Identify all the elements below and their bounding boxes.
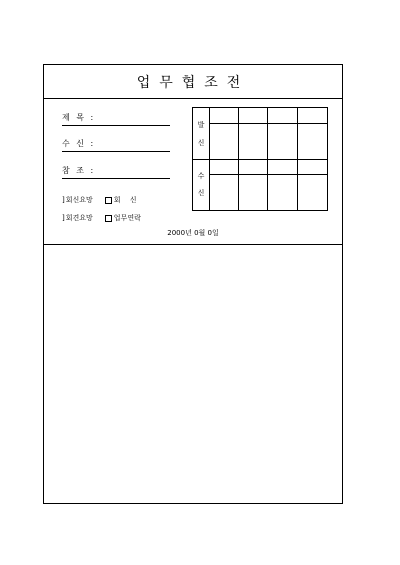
body-area[interactable] (44, 245, 342, 503)
date-line: 2000년 0월 0일 (167, 229, 219, 237)
approval-grid (192, 107, 328, 211)
reference-field[interactable] (62, 165, 170, 179)
checkbox-row-1 (62, 195, 137, 205)
subject-field[interactable] (62, 112, 170, 126)
checkbox-reply-requested[interactable] (62, 195, 93, 205)
checkbox-reply-label: 회 신 (113, 196, 137, 204)
checkbox-icon (105, 197, 112, 204)
recipient-field[interactable] (62, 138, 170, 152)
checkbox-work-contact[interactable] (105, 213, 141, 223)
grid-line (193, 159, 327, 160)
checkbox-opinion-requested-label: 회견요망 (65, 214, 93, 222)
grid-line (209, 123, 327, 124)
sender-label-top: 발 (197, 121, 205, 129)
checkbox-reply-requested-label: 회신요망 (65, 196, 93, 204)
grid-line (209, 174, 327, 175)
checkbox-row-2 (62, 213, 141, 223)
bracket-mark-icon: ] (62, 196, 65, 204)
bracket-mark-icon: ] (62, 214, 65, 222)
checkbox-reply[interactable] (105, 195, 137, 205)
checkbox-icon (105, 215, 112, 222)
form-title: 업무협조전 (136, 74, 250, 91)
cooperation-form (43, 64, 343, 504)
subject-label: 제 목 : (62, 113, 96, 122)
recipient-label: 수 신 : (62, 139, 96, 148)
checkbox-opinion-requested[interactable] (62, 213, 93, 223)
sender-label-bottom: 신 (197, 139, 205, 147)
header-section (44, 98, 342, 245)
receiver-label-top: 수 (197, 172, 205, 180)
receiver-label-bottom: 신 (197, 189, 205, 197)
reference-label: 참 조 : (62, 166, 96, 175)
checkbox-work-contact-label: 업무연락 (113, 214, 141, 222)
title-row (44, 65, 342, 99)
